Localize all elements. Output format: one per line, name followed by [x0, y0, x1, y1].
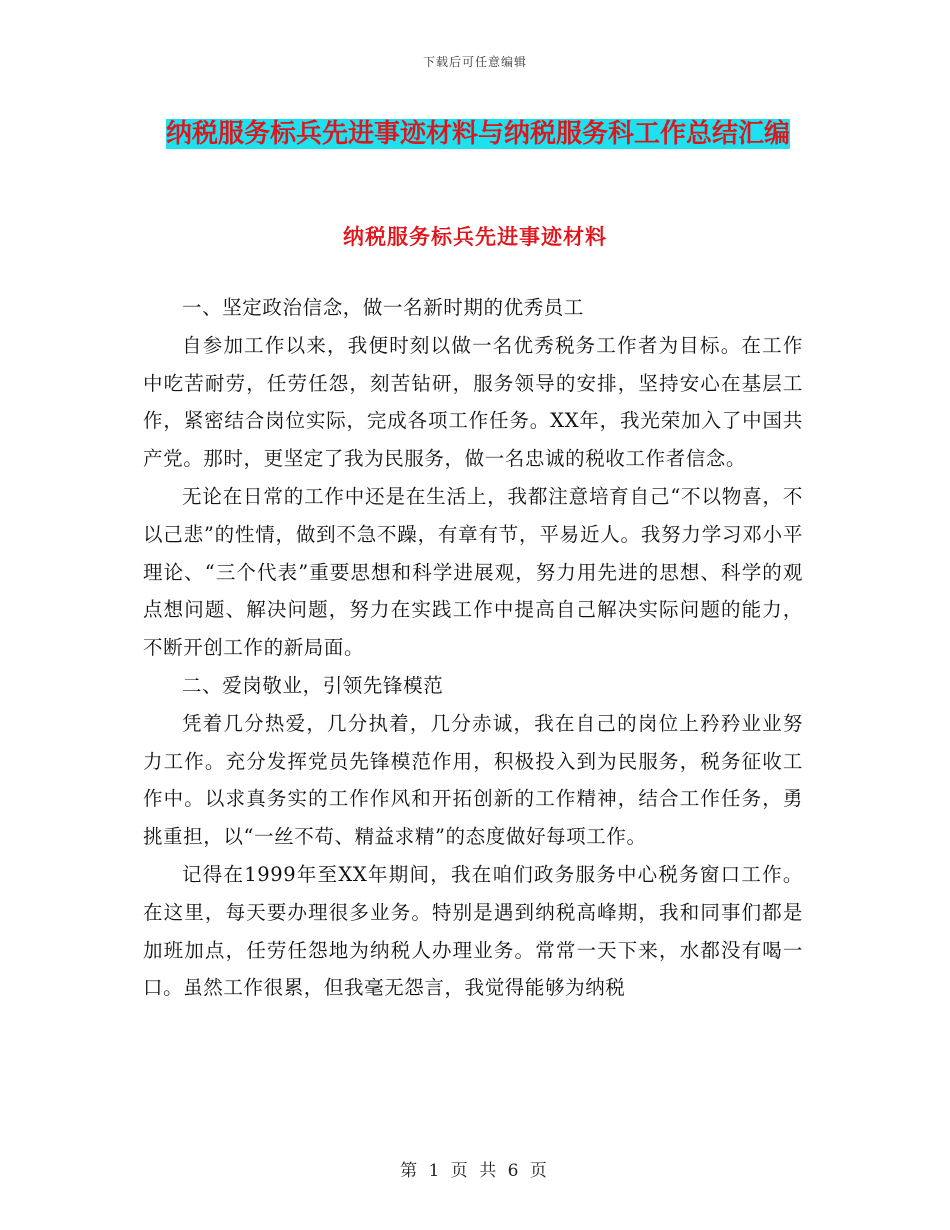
section-heading-2: 二、爱岗敬业，引领先锋模范	[182, 673, 444, 697]
document-title	[143, 110, 813, 158]
document-body	[143, 289, 803, 1007]
page-footer: 第 1 页 共 6 页	[400, 1161, 550, 1181]
paragraph: 无论在日常的工作中还是在生活上，我都注意培育自己“不以物喜，不以己悲”的性情，做到不急不躁，有章有节，平易近人。我努力学习邓小平理论、“三个代表”重要思想和科学进展观，努力用先进的思想、科学的观点想问题、解决问题，努力在实践工作中提高自己解决实际问题的能力，不断开创工作的新局面。	[143, 484, 803, 660]
section-title: 纳税服务标兵先进事迹材料	[343, 225, 607, 249]
section-heading-1: 一、坚定政治信念，做一名新时期的优秀员工	[182, 296, 585, 319]
document-title-text: 纳税服务标兵先进事迹材料与纳税服务科工作总结汇编	[165, 119, 790, 149]
paragraph: 记得在1999年至XX年期间，我在咱们政务服务中心税务窗口工作。在这里，每天要办理很多业务。特别是遇到纳税高峰期，我和同事们都是加班加点，任劳任怨地为纳税人办理业务。常常一天下来，水都没有喝一口。虽然工作很累，但我毫无怨言，我觉得能够为纳税	[143, 862, 803, 1000]
paragraph: 凭着几分热爱，几分执着，几分赤诚，我在自己的岗位上矜矜业业努力工作。充分发挥党员先锋模范作用，积极投入到为民服务，税务征收工作中。以求真务实的工作作风和开拓创新的工作精神，结合工作任务，勇挑重担，以“一丝不苟、精益求精”的态度做好每项工作。	[143, 711, 803, 849]
paragraph: 自参加工作以来，我便时刻以做一名优秀税务工作者为目标。在工作中吃苦耐劳，任劳任怨，刻苦钻研，服务领导的安排，坚持安心在基层工作，紧密结合岗位实际，完成各项工作任务。XX年，我光荣加入了中国共产党。那时，更坚定了我为民服务，做一名忠诚的税收工作者信念。	[143, 333, 803, 471]
header-note: 下载后可任意编辑	[422, 55, 527, 69]
